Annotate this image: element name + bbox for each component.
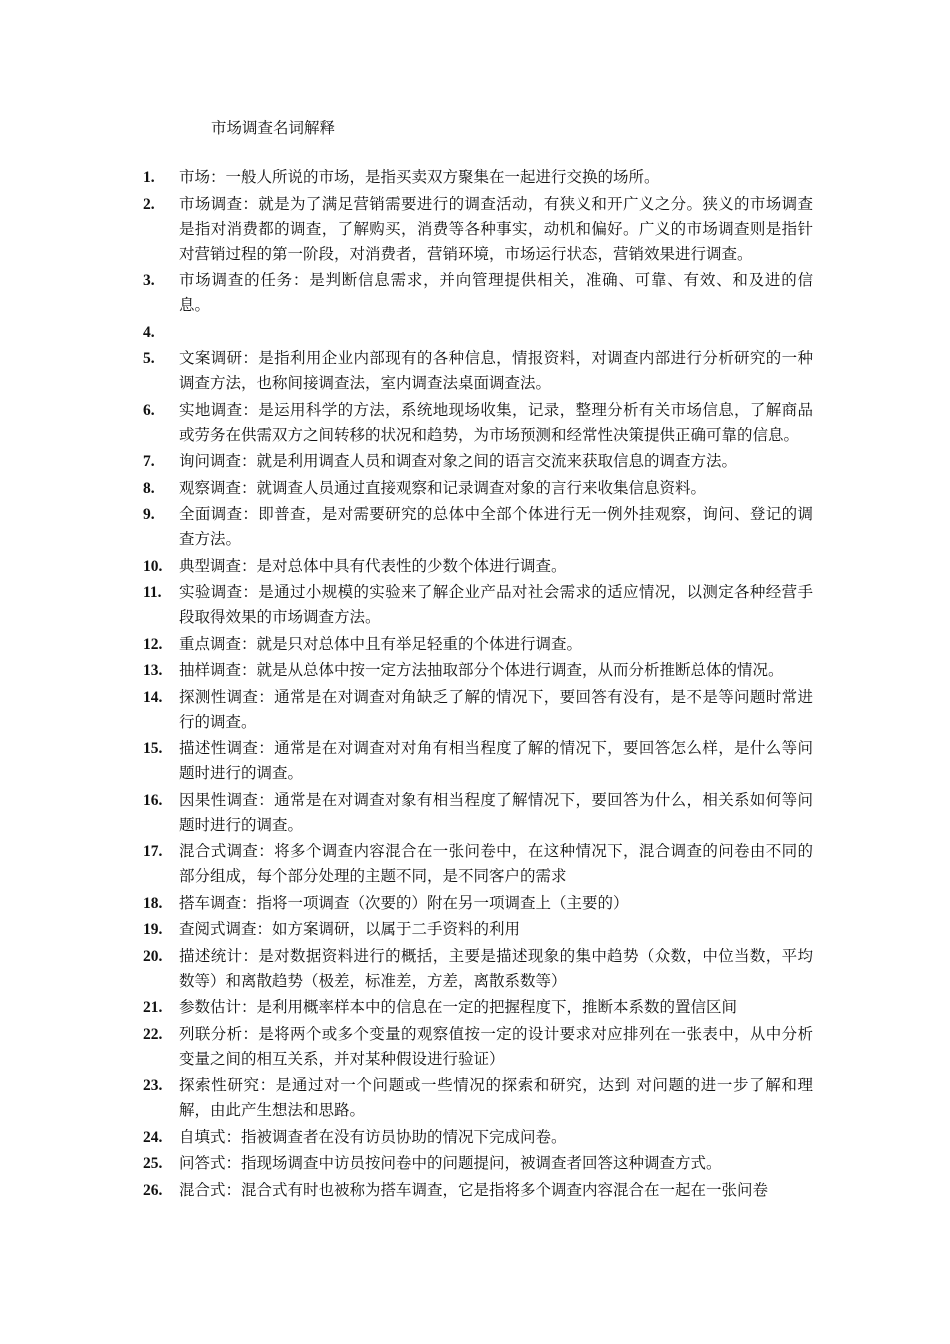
list-item [133, 658, 813, 683]
list-item [133, 1125, 813, 1150]
list-item-text: 列联分析：是将两个或多个变量的观察值按一定的设计要求对应排列在一张表中，从中分析变量之间的相互关系，并对某种假设进行验证） [179, 1024, 813, 1068]
list-item-text: 搭车调查：指将一项调查（次要的）附在另一项调查上（主要的） [179, 893, 629, 912]
list-item [133, 917, 813, 942]
list-item-number: 11. [143, 584, 162, 601]
list-item [133, 1073, 813, 1123]
list-item-text: 观察调查：就调查人员通过直接观察和记录调查对象的言行来收集信息资料。 [179, 478, 707, 497]
list-item-text: 描述统计：是对数据资料进行的概括，主要是描述现象的集中趋势（众数，中位当数，平均数等）和离散趋势（极差，标准差，方差，离散系数等） [179, 946, 813, 990]
list-item [133, 839, 813, 889]
list-item-number: 25. [143, 1155, 163, 1172]
list-item-number: 2. [143, 195, 155, 213]
list-item [133, 165, 813, 190]
list-item [133, 736, 813, 786]
list-item-number: 16. [143, 791, 163, 809]
list-item-number: 12. [143, 635, 163, 653]
list-item [133, 1178, 813, 1203]
list-item-text: 实地调查：是运用科学的方法，系统地现场收集，记录，整理分析有关市场信息，了解商品或劳务在供需双方之间转移的状况和趋势，为市场预测和经常性决策提供正确可靠的信息。 [179, 400, 813, 444]
list-item-text: 问答式：指现场调查中访员按问卷中的问题提问，被调查者回答这种调查方式。 [179, 1154, 722, 1172]
list-item-number: 8. [143, 479, 155, 497]
list-item-number: 18. [143, 894, 163, 912]
list-item [133, 192, 813, 267]
list-item-number: 21. [143, 999, 163, 1016]
list-item [133, 398, 813, 448]
list-item-text: 全面调查：即普查，是对需要研究的总体中全部个体进行无一例外挂观察，询问、登记的调查方法。 [179, 505, 813, 548]
list-item [133, 554, 813, 579]
list-item-text: 实验调查：是通过小规模的实验来了解企业产品对社会需求的适应情况，以测定各种经营手段取得效果的市场调查方法。 [179, 583, 813, 626]
list-item [133, 685, 813, 735]
list-item [133, 320, 813, 345]
list-item-text: 描述性调查：通常是在对调查对对角有相当程度了解的情况下，要回答怎么样，是什么等问题时进行的调查。 [179, 739, 813, 782]
list-item-text: 抽样调查：就是从总体中按一定方法抽取部分个体进行调查，从而分析推断总体的情况。 [179, 661, 784, 679]
list-item-text: 探测性调查：通常是在对调查对角缺乏了解的情况下，要回答有没有，是不是等问题时常进行的调查。 [179, 687, 813, 731]
list-item [133, 476, 813, 501]
list-item-number: 9. [143, 506, 155, 523]
list-item-text: 参数估计：是利用概率样本中的信息在一定的把握程度下，推断本系数的置信区间 [179, 998, 738, 1016]
list-item [133, 891, 813, 916]
list-item-number: 19. [143, 921, 163, 938]
list-item-number: 1. [143, 169, 155, 186]
list-item-text: 文案调研：是指利用企业内部现有的各种信息，情报资料，对调查内部进行分析研究的一种调查方法，也称间接调查法，室内调查法桌面调查法。 [179, 349, 813, 392]
list-item-text: 自填式：指被调查者在没有访员协助的情况下完成问卷。 [179, 1127, 567, 1146]
list-item-number: 20. [143, 947, 163, 965]
list-item-number: 5. [143, 350, 155, 367]
list-item-number: 6. [143, 401, 155, 419]
list-item [133, 632, 813, 657]
list-item-text: 询问调查：就是利用调查人员和调查对象之间的语言交流来获取信息的调查方法。 [179, 452, 738, 470]
list-item-number: 26. [143, 1181, 163, 1199]
list-item [133, 346, 813, 396]
document-title: 市场调查名词解释 [211, 119, 336, 137]
list-item-number: 7. [143, 453, 155, 470]
list-item-number: 24. [143, 1128, 163, 1146]
list-item [133, 995, 813, 1020]
list-item [133, 1151, 813, 1176]
list-item-number: 15. [143, 740, 163, 757]
list-item-text: 市场调查的任务：是判断信息需求，并向管理提供相关，准确、可靠、有效、和及进的信息。 [179, 271, 813, 314]
list-item-text: 典型调查：是对总体中具有代表性的少数个体进行调查。 [179, 556, 567, 575]
list-item-text: 探索性研究：是通过对一个问题或一些情况的探索和研究，达到 对问题的进一步了解和理解，由此产生想法和思路。 [179, 1076, 813, 1119]
list-item-text: 重点调查：就是只对总体中且有举足轻重的个体进行调查。 [179, 634, 583, 653]
list-item-number: 17. [143, 843, 163, 860]
list-item-text [179, 320, 813, 345]
list-item [133, 1022, 813, 1072]
list-item-text: 市场：一般人所说的市场，是指买卖双方聚集在一起进行交换的场所。 [179, 168, 660, 186]
list-item-number: 14. [143, 688, 163, 706]
list-item [133, 449, 813, 474]
list-item [133, 268, 813, 318]
list-item-number: 23. [143, 1077, 163, 1094]
list-item-number: 13. [143, 662, 163, 679]
term-list [133, 165, 813, 1204]
list-item-number: 22. [143, 1025, 163, 1043]
list-item [133, 788, 813, 838]
list-item-text: 查阅式调查：如方案调研，以属于二手资料的利用 [179, 920, 521, 938]
list-item-text: 因果性调查：通常是在对调查对象有相当程度了解情况下，要回答为什么，相关系如何等问题时进行的调查。 [179, 790, 813, 834]
list-item-text: 混合式：混合式有时也被称为搭车调查，它是指将多个调查内容混合在一起在一张问卷 [179, 1180, 769, 1199]
list-item-number: 3. [143, 272, 155, 289]
list-item-text: 市场调查：就是为了满足营销需要进行的调查活动，有狭义和开广义之分。狭义的市场调查是指对消费都的调查，了解购买，消费等各种事实，动机和偏好。广义的市场调查则是指针对营销过程的第一阶段，对消费者，营销环境，市场运行状态，营销效果进行调查。 [179, 194, 813, 263]
list-item [133, 580, 813, 630]
list-item-text: 混合式调查：将多个调查内容混合在一张问卷中，在这种情况下，混合调查的问卷由不同的部分组成，每个部分处理的主题不同，是不同客户的需求 [179, 842, 813, 885]
list-item [133, 502, 813, 552]
list-item-number: 4. [143, 323, 155, 341]
list-item-number: 10. [143, 557, 163, 575]
list-item [133, 944, 813, 994]
